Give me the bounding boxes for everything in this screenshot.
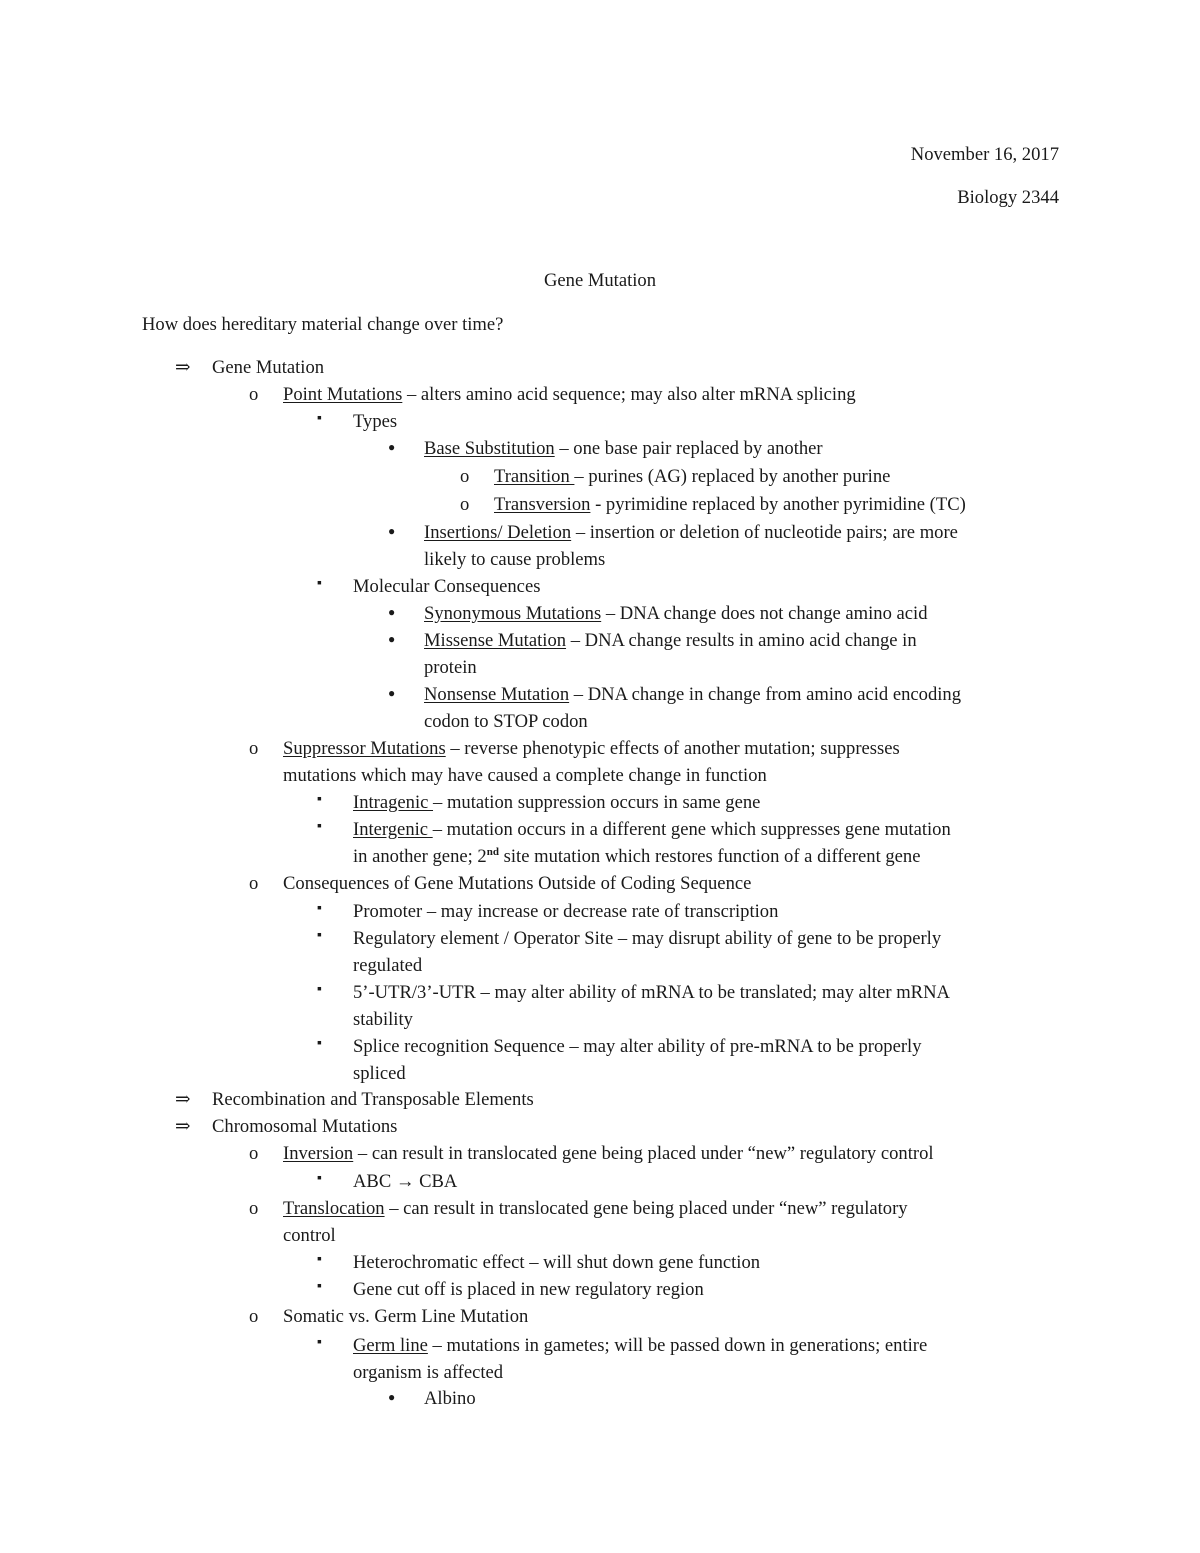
- square-bullet-icon: ▪: [317, 1335, 322, 1350]
- circle-bullet-icon: o: [460, 466, 470, 487]
- arrow-bullet-icon: ⇒: [175, 1089, 191, 1110]
- outline-item-utr: 5’-UTR/3’-UTR – may alter ability of mRNA to be translated; may alter mRNA: [353, 982, 950, 1003]
- dot-bullet-icon: ●: [388, 605, 396, 619]
- outline-item-suppressor: Suppressor Mutations – reverse phenotypic effects of another mutation; suppresses: [283, 738, 900, 759]
- outline-item-missense: Missense Mutation – DNA change results in amino acid change in: [424, 630, 917, 651]
- date: November 16, 2017: [910, 144, 1059, 165]
- outline-item-transversion: Transversion - pyrimidine replaced by another pyrimidine (TC): [494, 494, 966, 515]
- square-bullet-icon: ▪: [317, 1036, 322, 1051]
- outline-item-insertions: Insertions/ Deletion – insertion or deletion of nucleotide pairs; are more: [424, 522, 958, 543]
- outline-item-synonymous: Synonymous Mutations – DNA change does not change amino acid: [424, 603, 928, 624]
- outline-item-regulatory-cont: regulated: [353, 955, 423, 976]
- outline-item-molecular-consequences: Molecular Consequences: [353, 576, 541, 597]
- circle-bullet-icon: o: [460, 494, 470, 515]
- outline-item-point-mutations: Point Mutations – alters amino acid sequence; may also alter mRNA splicing: [283, 384, 856, 405]
- outline-item-suppressor-cont: mutations which may have caused a complete change in function: [283, 765, 767, 786]
- outline-item-intragenic: Intragenic – mutation suppression occurs in same gene: [353, 792, 761, 813]
- outline-item-intergenic-cont: in another gene; 2nd site mutation which restores function of a different gene: [353, 845, 921, 867]
- outline-item-transition: Transition – purines (AG) replaced by another purine: [494, 466, 891, 487]
- circle-bullet-icon: o: [249, 1198, 259, 1219]
- arrow-bullet-icon: ⇒: [175, 1116, 191, 1137]
- outline-item-insertions-cont: likely to cause problems: [424, 549, 606, 570]
- outline-item-translocation-cont: control: [283, 1225, 336, 1246]
- outline-item-base-substitution: Base Substitution – one base pair replaced by another: [424, 438, 823, 459]
- square-bullet-icon: ▪: [317, 411, 322, 426]
- outline-item-regulatory: Regulatory element / Operator Site – may disrupt ability of gene to be properly: [353, 928, 942, 949]
- square-bullet-icon: ▪: [317, 1279, 322, 1294]
- outline-item-missense-cont: protein: [424, 657, 477, 678]
- dot-bullet-icon: ●: [388, 686, 396, 700]
- circle-bullet-icon: o: [249, 384, 259, 405]
- course: Biology 2344: [957, 187, 1059, 208]
- circle-bullet-icon: o: [249, 1143, 259, 1164]
- outline-item-outside-coding: Consequences of Gene Mutations Outside of Coding Sequence: [283, 873, 752, 894]
- outline-item-translocation: Translocation – can result in translocated gene being placed under “new” regulatory: [283, 1198, 908, 1219]
- outline-item-gene-mutation: Gene Mutation: [212, 357, 325, 378]
- dot-bullet-icon: ●: [388, 524, 396, 538]
- outline-item-nonsense: Nonsense Mutation – DNA change in change from amino acid encoding: [424, 684, 962, 705]
- outline-item-chromosomal: Chromosomal Mutations: [212, 1116, 398, 1137]
- outline-item-gene-cut: Gene cut off is placed in new regulatory region: [353, 1279, 704, 1300]
- outline-item-heterochromatic: Heterochromatic effect – will shut down gene function: [353, 1252, 761, 1273]
- outline-item-germ-line: Germ line – mutations in gametes; will be passed down in generations; entire: [353, 1335, 928, 1356]
- question: How does hereditary material change over time?: [142, 314, 504, 335]
- square-bullet-icon: ▪: [317, 576, 322, 591]
- outline-item-germ-line-cont: organism is affected: [353, 1362, 504, 1383]
- dot-bullet-icon: ●: [388, 632, 396, 646]
- square-bullet-icon: ▪: [317, 819, 322, 834]
- outline-item-promoter: Promoter – may increase or decrease rate of transcription: [353, 901, 779, 922]
- page-title: Gene Mutation: [543, 270, 657, 291]
- circle-bullet-icon: o: [249, 873, 259, 894]
- dot-bullet-icon: ●: [388, 1390, 396, 1404]
- outline-item-recombination: Recombination and Transposable Elements: [212, 1089, 534, 1110]
- outline-item-nonsense-cont: codon to STOP codon: [424, 711, 588, 732]
- circle-bullet-icon: o: [249, 1306, 259, 1327]
- outline-item-albino: Albino: [424, 1388, 476, 1409]
- circle-bullet-icon: o: [249, 738, 259, 759]
- square-bullet-icon: ▪: [317, 928, 322, 943]
- outline-item-inversion: Inversion – can result in translocated gene being placed under “new” regulatory control: [283, 1143, 934, 1164]
- square-bullet-icon: ▪: [317, 901, 322, 916]
- square-bullet-icon: ▪: [317, 1252, 322, 1267]
- square-bullet-icon: ▪: [317, 792, 322, 807]
- outline-item-splice: Splice recognition Sequence – may alter ability of pre-mRNA to be properly: [353, 1036, 922, 1057]
- square-bullet-icon: ▪: [317, 1171, 322, 1186]
- outline-item-utr-cont: stability: [353, 1009, 413, 1030]
- right-arrow-icon: →: [395, 1171, 415, 1192]
- outline-item-abc: ABC → CBA: [353, 1171, 458, 1192]
- dot-bullet-icon: ●: [388, 440, 396, 454]
- outline-item-somatic: Somatic vs. Germ Line Mutation: [283, 1306, 529, 1327]
- outline-item-splice-cont: spliced: [353, 1063, 406, 1084]
- outline-item-types: Types: [353, 411, 398, 432]
- outline-item-intergenic: Intergenic – mutation occurs in a different gene which suppresses gene mutation: [353, 819, 951, 840]
- arrow-bullet-icon: ⇒: [175, 357, 191, 378]
- square-bullet-icon: ▪: [317, 982, 322, 997]
